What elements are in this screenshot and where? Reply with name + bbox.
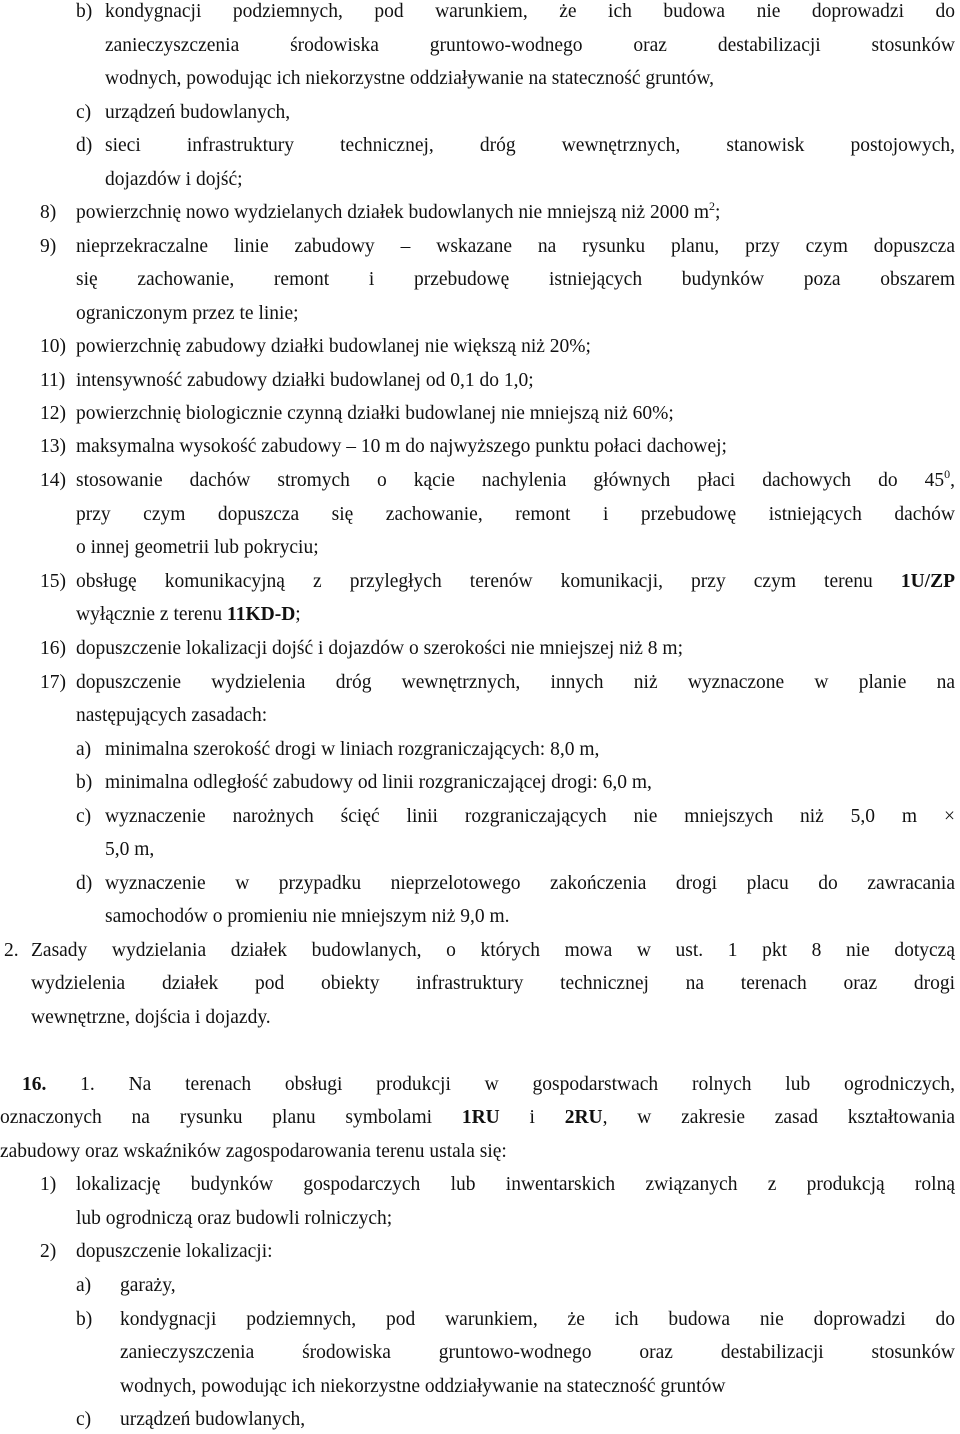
item-text: obsługę komunikacyjną z przyległych terenów komunikacji, przy czym terenu bbox=[76, 571, 873, 592]
paragraph-line bbox=[76, 603, 301, 627]
item-text: ; bbox=[715, 202, 721, 223]
paragraph-line bbox=[76, 469, 955, 493]
paragraph-line: dopuszczenie wydzielenia dróg wewnętrznych, innych niż wyznaczone w planie na bbox=[76, 672, 955, 693]
paragraph-line: minimalna szerokość drogi w liniach rozgraniczających: 8,0 m, bbox=[105, 739, 600, 760]
item-text: , w zakresie zasad kształtowania bbox=[602, 1107, 955, 1128]
paragraph-line: o innej geometrii lub pokryciu; bbox=[76, 537, 319, 558]
paragraph-line: 5,0 m, bbox=[105, 839, 155, 860]
paragraph-line: kondygnacji podziemnych, pod warunkiem, że ich budowa nie doprowadzi do bbox=[105, 1, 955, 22]
paragraph-line: intensywność zabudowy działki budowlanej od 0,1 do 1,0; bbox=[76, 370, 534, 391]
paragraph-line: sieci infrastruktury technicznej, dróg wewnętrznych, stanowisk postojowych, bbox=[105, 135, 955, 156]
list-marker: 2) bbox=[40, 1241, 57, 1262]
paragraph-line: dopuszczenie lokalizacji: bbox=[76, 1241, 273, 1262]
zone-symbol: 2RU bbox=[564, 1107, 603, 1128]
list-marker: b) bbox=[76, 772, 93, 793]
paragraph-line: powierzchnię biologicznie czynną działki budowlanej nie mniejszą niż 60%; bbox=[76, 403, 674, 424]
paragraph-line: garaży, bbox=[120, 1275, 176, 1296]
paragraph-line: następujących zasadach: bbox=[76, 705, 268, 726]
paragraph-line bbox=[76, 201, 720, 225]
item-text: i bbox=[529, 1107, 535, 1128]
paragraph-line: ograniczonym przez te linie; bbox=[76, 303, 299, 324]
paragraph-line: samochodów o promieniu nie mniejszym niż 9,0 m. bbox=[105, 906, 510, 927]
paragraph-line: przy czym dopuszcza się zachowanie, remont i przebudowę istniejących dachów bbox=[76, 504, 955, 525]
paragraph-line: zanieczyszczenia środowiska gruntowo-wodnego oraz destabilizacji stosunków bbox=[120, 1342, 955, 1363]
list-marker: 12) bbox=[40, 403, 66, 424]
list-marker: b) bbox=[76, 1309, 93, 1330]
item-text: wyłącznie z terenu bbox=[76, 604, 223, 625]
list-marker: d) bbox=[76, 873, 93, 894]
zone-symbol: 1U/ZP bbox=[900, 571, 955, 592]
list-marker: 11) bbox=[40, 370, 66, 391]
paragraph-line: nieprzekraczalne linie zabudowy – wskazane na rysunku planu, przy czym dopuszcza bbox=[76, 236, 955, 257]
paragraph-line: wydzielenia działek pod obiekty infrastruktury technicznej na terenach oraz drogi bbox=[31, 973, 955, 994]
paragraph-line: dojazdów i dojść; bbox=[105, 169, 243, 190]
item-text: Na terenach obsługi produkcji w gospodarstwach rolnych lub ogrodniczych, bbox=[128, 1074, 955, 1095]
paragraph-line: wyznaczenie w przypadku nieprzelotowego zakończenia drogi placu do zawracania bbox=[105, 873, 955, 894]
list-marker: 16) bbox=[40, 638, 66, 659]
item-text: stosowanie dachów stromych o kącie nachylenia głównych płaci dachowych do 45 bbox=[76, 470, 945, 491]
item-text: oznaczonych na rysunku planu symbolami bbox=[0, 1107, 433, 1128]
item-text: , bbox=[950, 470, 955, 491]
list-marker: 14) bbox=[40, 470, 66, 491]
section-number: 2. bbox=[4, 940, 19, 961]
list-marker: 17) bbox=[40, 672, 66, 693]
paragraph-line: Zasady wydzielania działek budowlanych, o których mowa w ust. 1 pkt 8 nie dotyczą bbox=[31, 940, 955, 961]
list-marker: c) bbox=[76, 806, 92, 827]
paragraph-line bbox=[76, 570, 955, 594]
list-marker: c) bbox=[76, 1409, 92, 1430]
paragraph-line bbox=[0, 1073, 955, 1097]
paragraph-line: wodnych, powodując ich niekorzystne oddziaływanie na stateczność gruntów bbox=[120, 1376, 726, 1397]
section-number: 1. bbox=[80, 1074, 95, 1095]
paragraph-line: kondygnacji podziemnych, pod warunkiem, że ich budowa nie doprowadzi do bbox=[120, 1309, 955, 1330]
list-marker: 8) bbox=[40, 202, 57, 223]
paragraph-line: maksymalna wysokość zabudowy – 10 m do najwyższego punktu połaci dachowej; bbox=[76, 436, 727, 457]
paragraph-line: wodnych, powodując ich niekorzystne oddziaływanie na stateczność gruntów, bbox=[105, 68, 715, 89]
paragraph-line: wewnętrzne, dojścia i dojazdy. bbox=[31, 1007, 271, 1028]
zone-symbol: 1RU bbox=[461, 1107, 500, 1128]
list-marker: d) bbox=[76, 135, 93, 156]
item-text: ; bbox=[295, 604, 301, 625]
paragraph-line: się zachowanie, remont i przebudowę istniejących budynków poza obszarem bbox=[76, 269, 955, 290]
paragraph-line: urządzeń budowlanych, bbox=[120, 1409, 306, 1430]
list-marker: c) bbox=[76, 102, 92, 123]
list-marker: 10) bbox=[40, 336, 66, 357]
superscript: 0 bbox=[944, 469, 951, 481]
zone-symbol: 11KD-D bbox=[227, 604, 296, 625]
list-marker: a) bbox=[76, 1275, 92, 1296]
paragraph-line: dopuszczenie lokalizacji dojść i dojazdów o szerokości nie mniejszej niż 8 m; bbox=[76, 638, 684, 659]
paragraph-line: wyznaczenie narożnych ścięć linii rozgraniczających nie mniejszych niż 5,0 m × bbox=[105, 806, 955, 827]
paragraph-line: minimalna odległość zabudowy od linii rozgraniczającej drogi: 6,0 m, bbox=[105, 772, 652, 793]
list-marker: 9) bbox=[40, 236, 57, 257]
list-marker: 1) bbox=[40, 1174, 57, 1195]
paragraph-line: urządzeń budowlanych, bbox=[105, 102, 291, 123]
list-marker: 15) bbox=[40, 571, 66, 592]
paragraph-line: zabudowy oraz wskaźników zagospodarowania terenu ustala się: bbox=[0, 1141, 507, 1162]
item-text: powierzchnię nowo wydzielanych działek budowlanych nie mniejszą niż 2000 m bbox=[76, 202, 710, 223]
superscript: 2 bbox=[709, 199, 716, 213]
paragraph-line: zanieczyszczenia środowiska gruntowo-wodnego oraz destabilizacji stosunków bbox=[105, 35, 955, 56]
paragraph-line: powierzchnię zabudowy działki budowlanej nie większą niż 20%; bbox=[76, 336, 591, 357]
paragraph-line bbox=[0, 1106, 955, 1130]
list-marker: a) bbox=[76, 739, 92, 760]
list-marker: b) bbox=[76, 1, 93, 22]
list-marker: 13) bbox=[40, 436, 66, 457]
paragraph-line: lokalizację budynków gospodarczych lub inwentarskich związanych z produkcją rolną bbox=[76, 1174, 955, 1195]
paragraph-line: lub ogrodniczą oraz budowli rolniczych; bbox=[76, 1208, 393, 1229]
paragraph-number: 16. bbox=[22, 1074, 47, 1095]
